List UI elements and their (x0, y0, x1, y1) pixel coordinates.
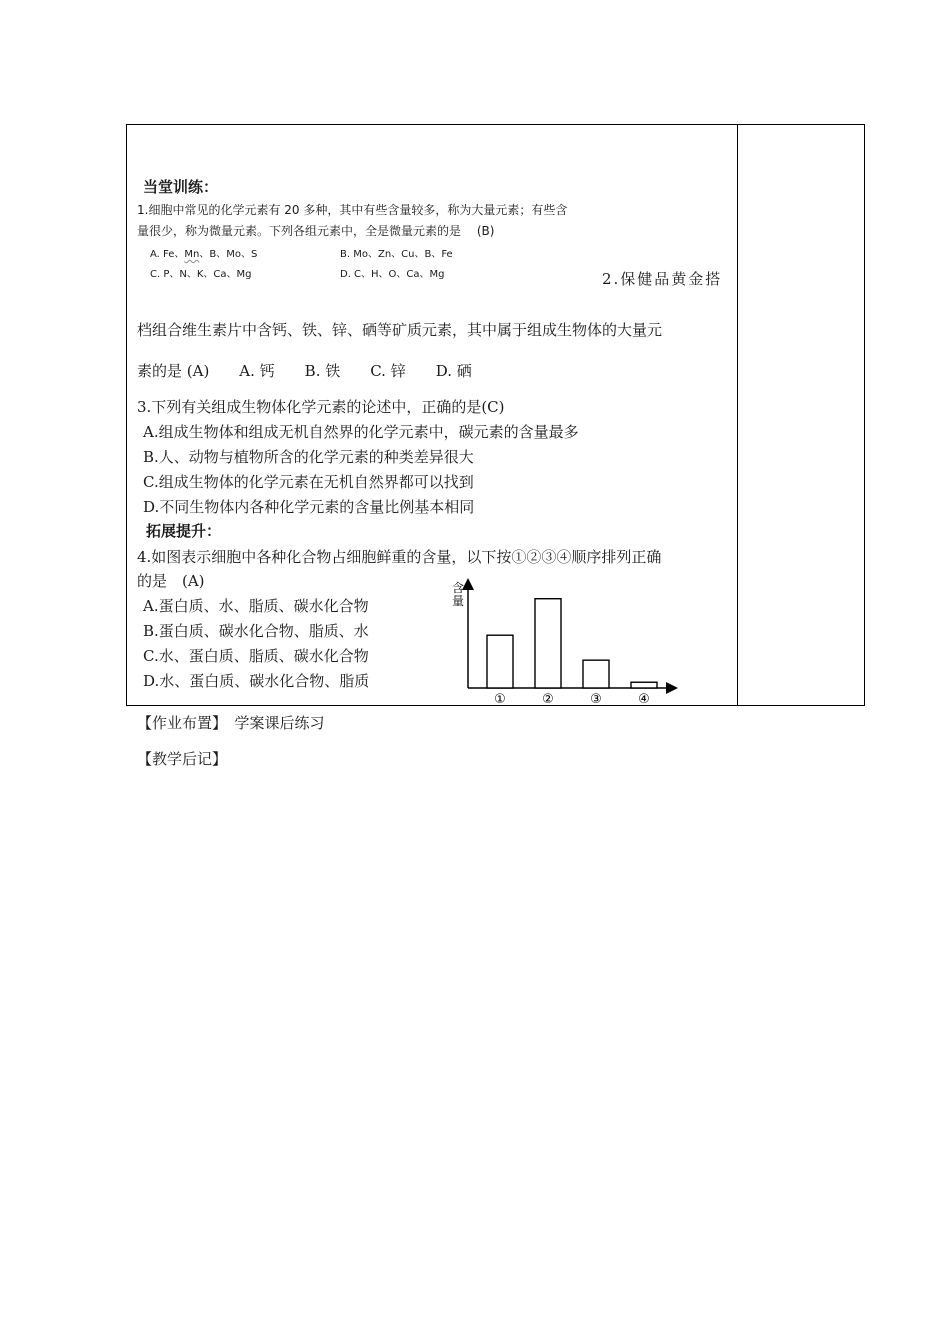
q4-option-c: C.水、蛋白质、脂质、碳水化合物 (143, 647, 369, 665)
q3-option-c: C.组成生物体的化学元素在无机自然界都可以找到 (143, 473, 474, 491)
section-heading-practice: 当堂训练： (143, 178, 219, 196)
q1-stem-line2: 量很少，称为微量元素。下列各组元素中，全是微量元素的是 (B) (137, 224, 495, 238)
homework-note: 【作业布置】 学案课后练习 (137, 714, 325, 732)
q1-option-a-mn: Mn (184, 249, 200, 260)
bar-2 (535, 599, 561, 688)
q4-option-b: B.蛋白质、碳水化合物、脂质、水 (143, 622, 369, 640)
x-tick-label-4: ④ (638, 692, 650, 706)
q1-option-c: C. P、N、K、Ca、Mg (150, 269, 252, 280)
q1-option-a-pre: A. Fe、 (150, 249, 185, 260)
q2-stem-line3: 素的是 (A) A. 钙 B. 铁 C. 锌 D. 硒 (137, 362, 472, 380)
section-heading-extension: 拓展提升： (146, 522, 222, 540)
q3-stem: 3.下列有关组成生物体化学元素的论述中，正确的是(C) (137, 398, 505, 416)
q3-option-d: D.不同生物体内各种化学元素的含量比例基本相同 (143, 498, 475, 516)
x-tick-label-1: ① (494, 692, 506, 706)
table-column-divider (737, 124, 738, 706)
q4-stem-line2: 的是 (A) (137, 572, 205, 590)
teaching-reflection-label: 【教学后记】 (137, 750, 228, 768)
q1-stem-line1: 1.细胞中常见的化学元素有 20 多种，其中有些含量较多，称为大量元素；有些含 (137, 203, 568, 217)
y-axis-label-char: 含 (451, 581, 465, 595)
q1-option-a (150, 245, 257, 260)
x-tick-label-3: ③ (590, 692, 602, 706)
q4-option-a: A.蛋白质、水、脂质、碳水化合物 (143, 597, 369, 615)
q2-stem-line1: 2.保健品黄金搭 (602, 270, 723, 288)
q1-option-b: B. Mo、Zn、Cu、B、Fe (340, 249, 453, 260)
x-tick-label-2: ② (542, 692, 554, 706)
q1-option-a-post: 、B、Mo、S (199, 249, 258, 260)
q4-stem-line1: 4.如图表示细胞中各种化合物占细胞鲜重的含量，以下按①②③④顺序排列正确 (137, 548, 662, 566)
q3-option-b: B.人、动物与植物所含的化学元素的种类差异很大 (143, 448, 474, 466)
q2-stem-line2: 档组合维生素片中含钙、铁、锌、硒等矿质元素，其中属于组成生物体的大量元 (137, 321, 663, 339)
compound-content-bar-chart (440, 578, 680, 706)
q3-option-a: A.组成生物体和组成无机自然界的化学元素中，碳元素的含量最多 (143, 423, 579, 441)
q1-option-d: D. C、H、O、Ca、Mg (340, 269, 445, 280)
bar-4 (631, 682, 657, 688)
bar-1 (487, 635, 513, 688)
y-axis-label-char: 量 (451, 594, 465, 608)
bar-3 (583, 660, 609, 688)
q4-option-d: D.水、蛋白质、碳水化合物、脂质 (143, 672, 370, 690)
